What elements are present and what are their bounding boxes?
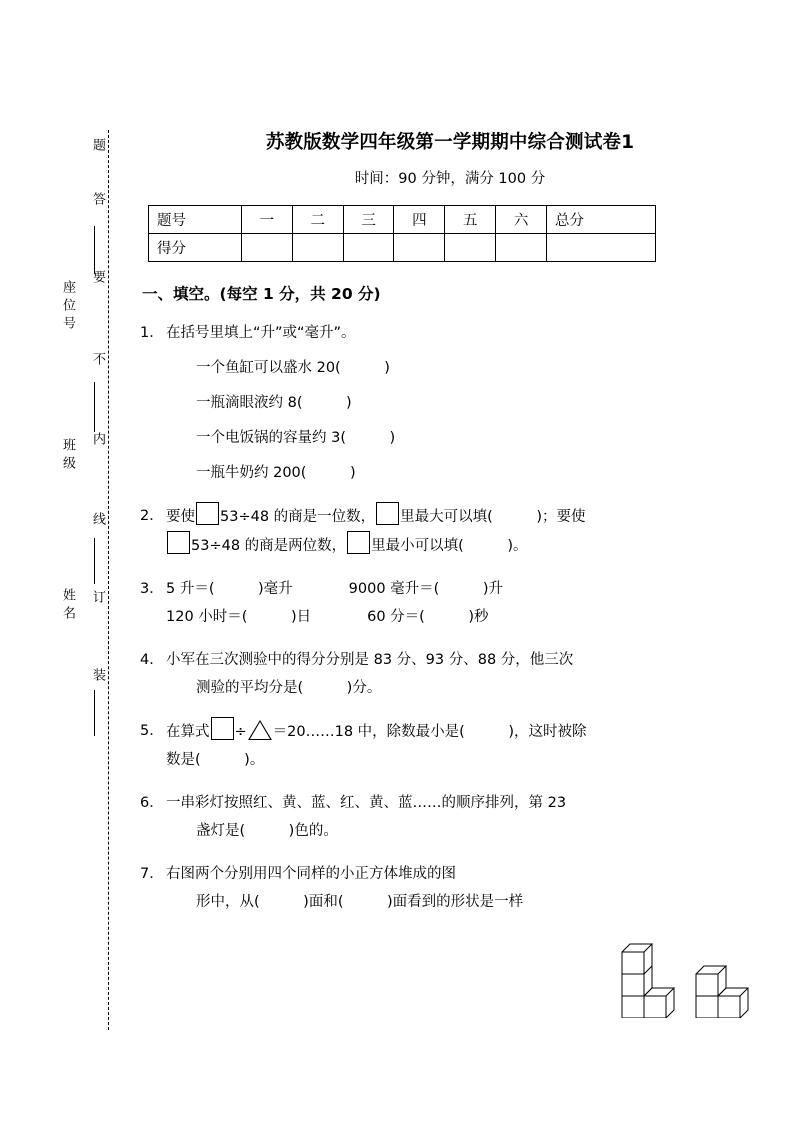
question-5-number: 5．: [140, 723, 164, 739]
question-2-text-b: 53÷48 的商是一位数，: [220, 509, 376, 525]
question-2-number: 2．: [140, 508, 164, 524]
score-cell-3[interactable]: [343, 234, 394, 262]
score-header-label: 题号: [149, 206, 242, 234]
score-cell-1[interactable]: [242, 234, 293, 262]
seal-rule-4: [94, 690, 95, 736]
score-header-6: 六: [496, 206, 547, 234]
question-5-line-1: [166, 717, 760, 746]
seal-rule-1: [94, 226, 95, 274]
question-2-line-2: [166, 531, 760, 560]
question-1: [140, 319, 760, 487]
seal-char-线: 线: [90, 512, 105, 530]
question-3-text-a: 5 升＝( )毫升: [166, 581, 293, 597]
score-header-1: 一: [242, 206, 293, 234]
question-1-line-2: 一瓶滴眼液约 8( ): [196, 395, 352, 411]
blank-box-icon[interactable]: [347, 531, 370, 554]
question-2-text-a: 要使: [166, 509, 195, 525]
question-2-text-c: 里最大可以填( )；要使: [400, 509, 586, 525]
question-3-line-1: [166, 575, 760, 603]
question-4: [140, 646, 760, 702]
question-1-line-3: 一个电饭锅的容量约 3( ): [196, 430, 396, 446]
cube-shapes-svg: [608, 938, 758, 1018]
score-row-label: 得分: [149, 234, 242, 262]
seal-char-不: 不: [90, 352, 105, 370]
seal-label-seat-number: 座位号: [60, 280, 75, 334]
score-header-5: 五: [445, 206, 496, 234]
seal-char-内: 内: [90, 432, 105, 450]
score-cell-6[interactable]: [496, 234, 547, 262]
seal-rule-3: [94, 538, 95, 584]
question-6: [140, 789, 760, 845]
question-3: [140, 575, 760, 631]
table-row: [149, 234, 656, 262]
page-title: 苏教版数学四年级第一学期期中综合测试卷1: [265, 132, 635, 153]
blank-box-icon[interactable]: [196, 502, 219, 525]
question-6-number: 6．: [140, 795, 164, 811]
question-3-text-c: 120 小时＝( )日: [166, 609, 312, 625]
score-header-2: 二: [292, 206, 343, 234]
seal-margin: [48, 130, 120, 1030]
question-3-text-d: 60 分＝( )秒: [367, 609, 489, 625]
question-7-line-1: 右图两个分别用四个同样的小正方体堆成的图: [166, 866, 456, 882]
question-1-line-4: 一瓶牛奶约 200( ): [196, 465, 356, 481]
score-cell-5[interactable]: [445, 234, 496, 262]
question-1-text: 在括号里填上“升”或“毫升”。: [166, 325, 356, 341]
question-7-line-2: 形中，从( )面和( )面看到的形状是一样: [196, 894, 524, 910]
seal-label-class: 班级: [60, 438, 75, 474]
score-header-total: 总分: [547, 206, 656, 234]
question-3-number: 3．: [140, 581, 164, 597]
blank-box-icon[interactable]: [167, 531, 190, 554]
score-table: [148, 205, 656, 262]
seal-char-装: 装: [90, 668, 105, 686]
question-7-number: 7．: [140, 866, 164, 882]
question-3-text-b: 9000 毫升＝( )升: [348, 581, 503, 597]
question-6-line-2: 盏灯是( )色的。: [196, 823, 338, 839]
seal-char-要: 要: [90, 270, 105, 288]
question-5-text-a: 在算式: [166, 724, 210, 740]
question-3-line-2: [166, 603, 760, 631]
question-4-line-2: 测验的平均分是( )分。: [196, 680, 382, 696]
score-header-3: 三: [343, 206, 394, 234]
score-cell-total[interactable]: [547, 234, 656, 262]
seal-dashed-line: [108, 130, 109, 1030]
seal-char-答: 答: [90, 192, 105, 210]
seal-char-订: 订: [90, 590, 105, 608]
question-4-number: 4．: [140, 652, 164, 668]
question-1-line-1: 一个鱼缸可以盛水 20( ): [196, 360, 390, 376]
exam-page: [140, 0, 760, 916]
question-6-line-1: 一串彩灯按照红、黄、蓝、红、黄、蓝……的顺序排列，第 23: [166, 795, 567, 811]
question-2: [140, 502, 760, 560]
question-2-text-e: 里最小可以填( )。: [371, 538, 528, 554]
question-5: [140, 717, 760, 774]
cube-figures-illustration: [608, 938, 758, 1016]
exam-subtitle: 时间：90 分钟，满分 100 分: [354, 171, 546, 187]
question-7: [140, 860, 760, 916]
blank-box-icon[interactable]: [211, 717, 234, 740]
score-cell-4[interactable]: [394, 234, 445, 262]
question-2-line-1: [166, 502, 760, 531]
section-heading-fill-in-blanks: 一、填空。(每空 1 分，共 20 分): [142, 285, 381, 303]
blank-box-icon[interactable]: [376, 502, 399, 525]
question-5-line-2: 数是( )。: [166, 752, 265, 768]
question-1-number: 1．: [140, 325, 164, 341]
seal-char-题: 题: [90, 138, 105, 156]
seal-label-name: 姓名: [60, 588, 75, 624]
score-cell-2[interactable]: [292, 234, 343, 262]
score-header-4: 四: [394, 206, 445, 234]
blank-triangle-icon[interactable]: [248, 720, 272, 740]
table-row: [149, 206, 656, 234]
question-2-text-d: 53÷48 的商是两位数，: [191, 538, 347, 554]
question-5-text-c: ＝20……18 中，除数最小是( )，这时被除: [272, 724, 587, 740]
question-4-line-1: 小军在三次测验中的得分分别是 83 分、93 分、88 分，他三次: [166, 652, 574, 668]
seal-rule-2: [94, 382, 95, 432]
question-5-text-b: ÷: [234, 724, 247, 740]
